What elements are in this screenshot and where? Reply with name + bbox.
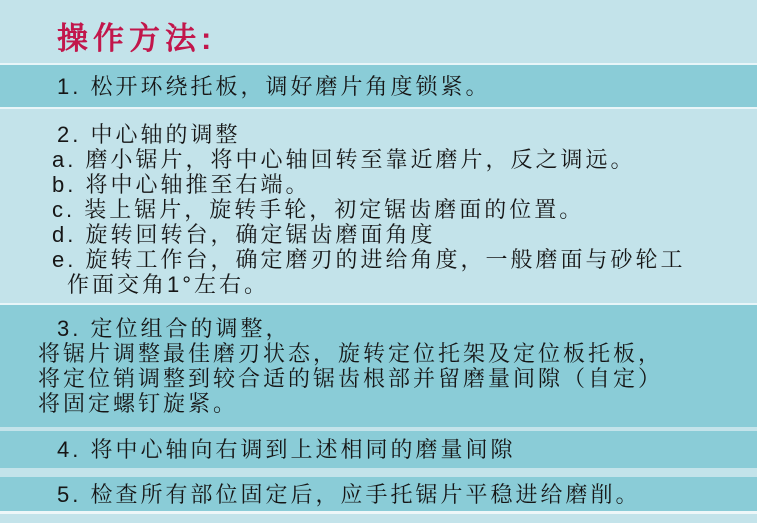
step-2-line: e. 旋转工作台，确定磨刃的进给角度，一般磨面与砂轮工 [52,247,686,272]
step-3-line: 3. 定位组合的调整， [57,316,291,341]
step-5-text: 5. 检查所有部位固定后，应手托锯片平稳进给磨削。 [57,481,641,507]
step-2-line: 2. 中心轴的调整 [57,122,241,147]
step-4-band [0,431,757,468]
step-2-line: b. 将中心轴推至右端。 [52,172,311,197]
step-3-line: 将锯片调整最佳磨刃状态，旋转定位托架及定位板托板， [38,341,664,366]
step-2-line: d. 旋转回转台，确定锯齿磨面角度 [52,222,436,247]
step-3-band [0,303,757,427]
step-5-band [0,477,757,514]
step-1-text: 1. 松开环绕托板，调好磨片角度锁紧。 [57,73,491,99]
step-2-line: a. 磨小锯片，将中心轴回转至靠近磨片，反之调远。 [52,147,636,172]
step-4-text: 4. 将中心轴向右调到上述相同的磨量间隙 [57,437,516,462]
title-band [0,0,757,63]
step-2-line: c. 装上锯片，旋转手轮，初定锯齿磨面的位置。 [52,197,585,222]
step-3-line: 将定位销调整到较合适的锯齿根部并留磨量间隙（自定） [38,366,664,391]
step-1-band [0,63,757,109]
step-2-band [0,109,757,303]
page-title: 操作方法: [57,21,217,56]
step-2-line: 作面交角1°左右。 [67,272,270,297]
step-3-line: 将固定螺钉旋紧。 [38,391,239,416]
band-separator [0,468,757,477]
